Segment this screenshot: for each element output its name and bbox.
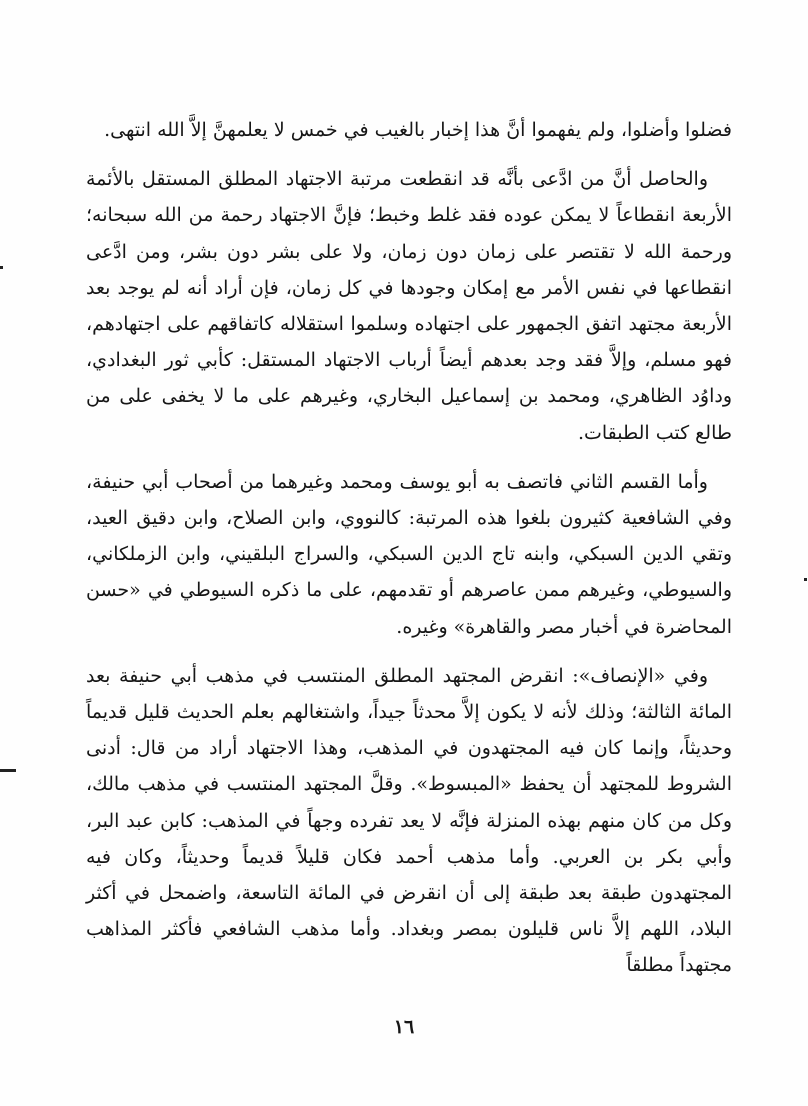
paragraph-3: وأما القسم الثاني فاتصف به أبو يوسف ومحمد وغيرهما من أصحاب أبي حنيفة، وفي الشافعية كثيرون بلغوا هذه المرتبة: كالنووي، وابن الصلاح، وابن دقيق العيد، وتقي الدين السبكي، وابنه تاج الدين السبكي، والسراج البلقيني، وابن الزملكاني، والسيوطي، وغيرهم ممن عاصرهم أو تقدمهم، على ما ذكره السيوطي في «حسن المحاضرة في أخبار مصر والقاهرة» وغيره. bbox=[86, 470, 732, 638]
paragraph-1: فضلوا وأضلوا، ولم يفهموا أنَّ هذا إخبار بالغيب في خمس لا يعلمهنَّ إلاَّ الله انتهى. bbox=[104, 119, 732, 141]
scan-mark-dot-left bbox=[0, 266, 3, 269]
paragraph-4: وفي «الإنصاف»: انقرض المجتهد المطلق المنتسب في مذهب أبي حنيفة بعد المائة الثالثة؛ وذلك لأنه لا يكون إلاَّ محدثاً جيداً، واشتغالهم بعلم الحديث قليل قديماً وحديثاً، وإنما كان فيه المجتهدون في المذهب، وهذا الاجتهاد أراد من قال: أدنى الشروط للمجتهد أن يحفظ «المبسوط». وقلَّ المجتهد المنتسب في مذهب مالك، وكل من كان منهم بهذه المنزلة فإنَّه لا يعد تفرده وجهاً في المذهب: كابن عبد البر، وأبي بكر بن العربي. وأما مذهب أحمد فكان قليلاً قديماً وحديثاً، وكان فيه المجتهدون طبقة بعد طبقة إلى أن انقرض في المائة التاسعة، واضمحل في أكثر البلاد، اللهم إلاَّ ناس قليلون بمصر وبغداد. وأما مذهب الشافعي فأكثر المذاهب مجتهداً مطلقاً bbox=[86, 664, 732, 977]
page-number: ١٦ bbox=[393, 1016, 415, 1038]
scan-mark-dash bbox=[0, 769, 16, 772]
paragraph-2: والحاصل أنَّ من ادَّعى بأنَّه قد انقطعت مرتبة الاجتهاد المطلق المستقل بالأئمة الأربعة انقطاعاً لا يمكن عوده فقد غلط وخبط؛ فإنَّ الاجتهاد رحمة من الله سبحانه؛ ورحمة الله لا تقتصر على زمان دون زمان، ولا على بشر دون بشر، ومن ادَّعى انقطاعها في نفس الأمر مع إمكان وجودها في كل زمان، فإن أراد أنه لم يوجد بعد الأربعة مجتهد اتفق الجمهور على اجتهاده وسلموا استقلاله كاتفاقهم على اجتهادهم، فهو مسلم، وإلاَّ فقد وجد بعدهم أيضاً أرباب الاجتهاد المستقل: كأبي ثور البغدادي، وداوُد الظاهري، ومحمد بن إسماعيل البخاري، وغيرهم على ما لا يخفى على من طالع كتب الطبقات. bbox=[86, 168, 732, 444]
scan-mark-dot-right bbox=[804, 578, 807, 581]
body-text bbox=[86, 112, 732, 997]
